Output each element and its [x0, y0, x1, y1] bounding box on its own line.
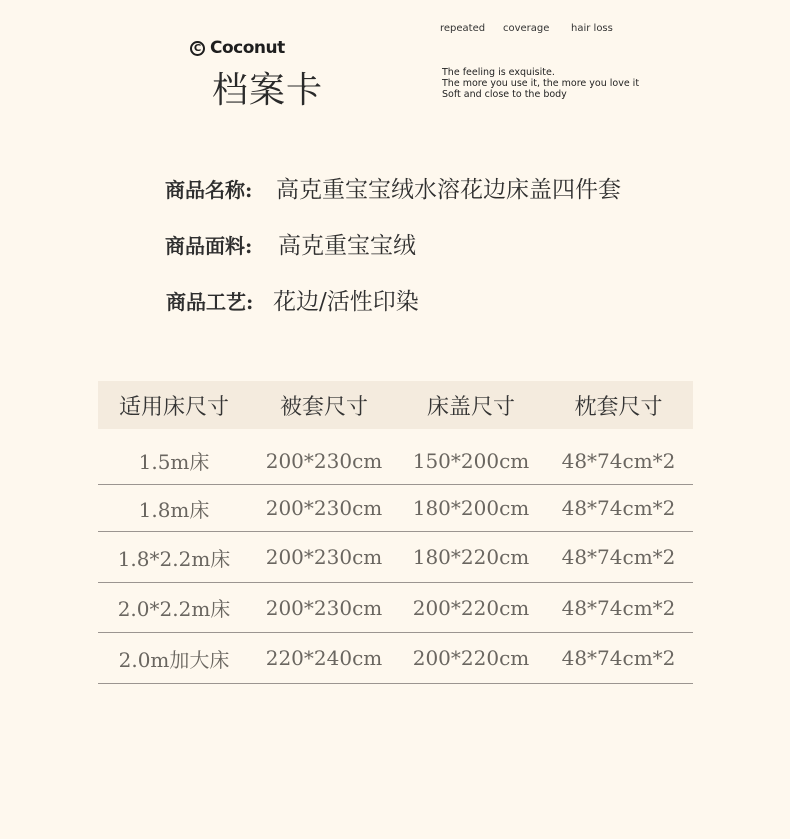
tagline — [442, 67, 639, 100]
table-cell: 200*230cm — [265, 595, 383, 620]
column-header: 被套尺寸 — [279, 394, 368, 420]
table-cell: 48*74cm*2 — [561, 496, 676, 520]
tag-hair-loss: hair loss — [571, 23, 613, 34]
table-cell: 200*230cm — [265, 448, 383, 473]
table-cell: 200*230cm — [265, 496, 383, 520]
column-header: 适用床尺寸 — [118, 394, 229, 420]
table-cell: 180*200cm — [412, 496, 530, 520]
table-row — [98, 532, 693, 583]
table-cell: 200*230cm — [265, 545, 383, 569]
table-cell: 2.0*2.2m床 — [117, 597, 231, 621]
size-table — [98, 381, 693, 684]
info-value: 高克重宝宝绒 — [278, 233, 416, 259]
tag-coverage: coverage — [503, 23, 550, 34]
table-cell: 150*200cm — [412, 448, 530, 473]
table-cell: 48*74cm*2 — [561, 595, 676, 620]
page-title: 档案卡 — [212, 70, 324, 111]
column-header: 床盖尺寸 — [426, 394, 515, 420]
table-cell: 200*220cm — [412, 646, 530, 670]
table-cell: 48*74cm*2 — [561, 646, 676, 670]
table-row — [98, 437, 693, 485]
table-cell: 1.8*2.2m床 — [117, 546, 231, 571]
table-cell: 48*74cm*2 — [561, 545, 676, 569]
info-value: 高克重宝宝绒水溶花边床盖四件套 — [276, 177, 621, 203]
info-row-craft — [166, 283, 419, 316]
copyright-icon: C — [190, 41, 205, 56]
tagline-line: The feeling is exquisite. — [442, 67, 555, 78]
tag-repeated: repeated — [440, 23, 486, 34]
info-label: 商品面料: — [165, 234, 253, 258]
info-value: 花边/活性印染 — [273, 289, 419, 315]
table-cell: 200*220cm — [412, 595, 530, 620]
info-label: 商品工艺: — [166, 290, 254, 314]
table-cell: 1.8m床 — [138, 497, 210, 522]
table-cell: 180*220cm — [412, 545, 530, 569]
table-header — [98, 381, 693, 429]
column-header: 枕套尺寸 — [574, 394, 663, 420]
info-row-fabric — [165, 227, 416, 260]
info-row-name — [165, 171, 621, 204]
brand-name: Coconut — [210, 38, 285, 58]
tagline-line: The more you use it, the more you love it — [442, 78, 640, 89]
brand-logo — [190, 38, 285, 58]
info-label: 商品名称: — [165, 178, 253, 202]
table-cell: 48*74cm*2 — [561, 448, 676, 473]
table-cell: 220*240cm — [265, 646, 383, 670]
table-cell: 2.0m加大床 — [118, 647, 230, 672]
table-row — [98, 485, 693, 532]
tagline-line: Soft and close to the body — [442, 89, 567, 100]
table-cell: 1.5m床 — [138, 450, 210, 474]
table-row — [98, 583, 693, 633]
table-row — [98, 633, 693, 684]
